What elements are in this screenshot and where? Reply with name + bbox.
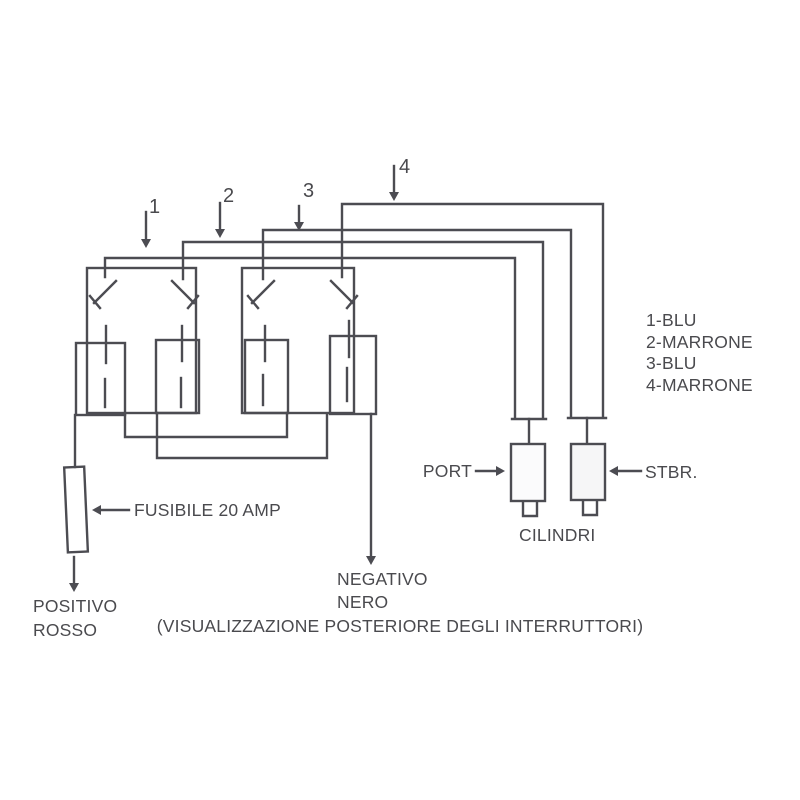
fuse-pointer-arrowhead bbox=[92, 505, 101, 515]
port-cylinder-notch bbox=[523, 502, 537, 516]
diagram-linework bbox=[64, 166, 641, 583]
diagram-caption: (VISUALIZZAZIONE POSTERIORE DEGLI INTERRUTTORI) bbox=[156, 616, 644, 636]
positive-label-line2: ROSSO bbox=[33, 620, 98, 640]
fuse-label: FUSIBILE 20 AMP bbox=[134, 500, 281, 520]
switch3-contact-blade bbox=[252, 281, 274, 303]
positive-arrowhead bbox=[69, 583, 79, 592]
stbr-pointer-arrowhead bbox=[609, 466, 618, 476]
legend-item-4: 4-MARRONE bbox=[646, 375, 753, 395]
wire-4-arrowhead bbox=[389, 192, 399, 201]
terminal-block-3 bbox=[245, 340, 288, 413]
jumper-wire-left bbox=[125, 413, 287, 437]
legend-item-1: 1-BLU bbox=[646, 310, 697, 330]
wire-4-number: 4 bbox=[399, 156, 411, 178]
switch1-contact-blade bbox=[94, 281, 116, 303]
cylinders-label: CILINDRI bbox=[519, 525, 596, 545]
stbr-cylinder bbox=[571, 444, 605, 500]
stbr-label: STBR. bbox=[645, 462, 698, 482]
fuse-body bbox=[64, 467, 88, 553]
port-label: PORT bbox=[422, 461, 472, 481]
wire-1-blu bbox=[105, 258, 515, 418]
legend-item-3: 3-BLU bbox=[646, 353, 697, 373]
wire-3-number: 3 bbox=[303, 180, 315, 202]
negative-arrowhead bbox=[366, 556, 376, 565]
negative-label-line1: NEGATIVO bbox=[337, 569, 428, 589]
wire-1-arrowhead bbox=[141, 239, 151, 248]
negative-label-line2: NERO bbox=[337, 592, 389, 612]
jumper-wire-right bbox=[157, 413, 327, 458]
wire-2-number: 2 bbox=[223, 185, 235, 207]
wire-4-marrone bbox=[342, 204, 603, 417]
stbr-cylinder-notch bbox=[583, 501, 597, 515]
wire-2-marrone bbox=[183, 242, 543, 418]
legend-item-2: 2-MARRONE bbox=[646, 332, 753, 352]
switch2-contact-blade bbox=[172, 281, 194, 303]
wire-2-arrowhead bbox=[215, 229, 225, 238]
diagram-labels bbox=[33, 156, 753, 640]
switch4-contact-blade bbox=[331, 281, 353, 303]
positive-label-line1: POSITIVO bbox=[33, 596, 118, 616]
port-pointer-arrowhead bbox=[496, 466, 505, 476]
terminal-block-1 bbox=[76, 343, 125, 415]
port-cylinder bbox=[511, 444, 545, 501]
terminal-block-2 bbox=[156, 340, 199, 413]
wire-1-number: 1 bbox=[149, 196, 161, 218]
